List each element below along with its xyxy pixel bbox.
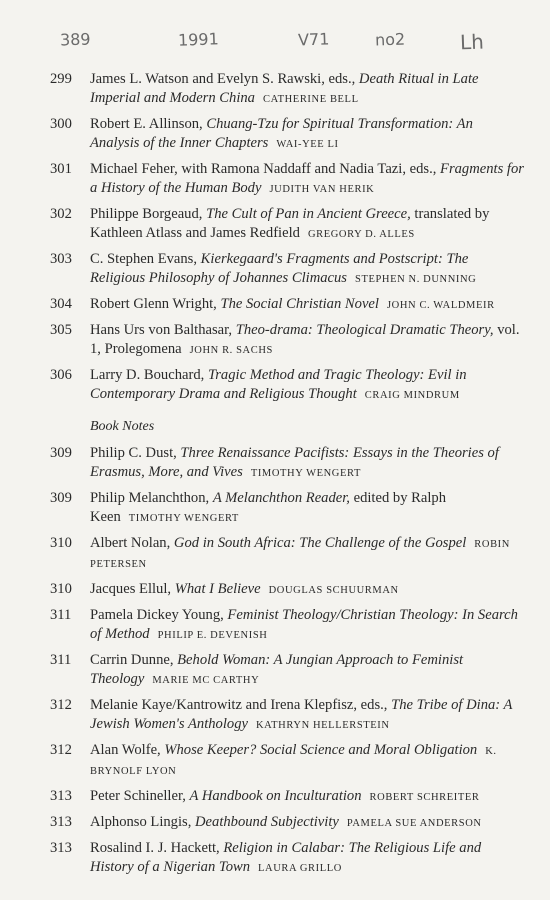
reviewer-name: PHILIP E. DEVENISH	[157, 630, 268, 641]
book-title: Tragic Method and Tragic Theology: Evil in Contemporary Drama and Religious Thought	[90, 367, 467, 402]
reviewer-name: GREGORY D. ALLES	[307, 229, 415, 240]
reviewer-name: PAMELA SUE ANDERSON	[346, 818, 482, 829]
book-title: Death Ritual in Late Imperial and Modern China	[90, 71, 479, 106]
contents-entry	[50, 160, 525, 199]
book-title: The Tribe of Dina: A Jewish Women's Anthology	[90, 697, 513, 732]
handwritten-text: Lh	[459, 29, 485, 55]
page-number: 309	[50, 445, 72, 461]
entry-text: translated by Kathleen Atlass and James Redfield	[90, 206, 490, 241]
reviewer-name: JOHN R. SACHS	[189, 345, 273, 356]
contents-entry	[50, 606, 525, 645]
author-text: Pamela Dickey Young,	[90, 607, 228, 623]
contents-entry	[50, 696, 525, 735]
book-title: Deathbound Subjectivity	[195, 814, 339, 830]
contents-entry	[50, 580, 525, 600]
author-text: Melanie Kaye/Kantrowitz and Irena Klepfisz, eds.,	[90, 697, 392, 713]
contents-entry	[50, 787, 525, 807]
page-number: 301	[50, 161, 72, 177]
reviewer-name: ROBIN PETERSEN	[90, 539, 510, 570]
author-text: Albert Nolan,	[90, 535, 174, 551]
page-number: 313	[50, 788, 72, 804]
contents-entry	[50, 489, 525, 528]
page-number: 311	[50, 652, 72, 668]
book-title: A Handbook on Inculturation	[189, 788, 362, 804]
contents-entry	[50, 295, 525, 315]
page-number: 309	[50, 490, 72, 506]
contents-entry	[50, 741, 525, 781]
contents-entry	[50, 70, 525, 109]
page-number: 300	[50, 116, 72, 132]
contents-entry	[50, 321, 525, 360]
author-text: Hans Urs von Balthasar,	[90, 322, 236, 338]
book-notes-list	[50, 444, 525, 878]
contents-entry	[50, 444, 525, 483]
reviewer-name: TIMOTHY WENGERT	[128, 513, 239, 524]
author-text: Carrin Dunne,	[90, 652, 178, 668]
author-text: Larry D. Bouchard,	[90, 367, 208, 383]
section-heading: Book Notes	[90, 419, 155, 434]
book-title: The Social Christian Novel	[220, 296, 379, 312]
book-title: Fragments for a History of the Human Body	[90, 161, 524, 196]
reviews-list	[50, 70, 525, 405]
reviewer-name: LAURA GRILLO	[258, 863, 342, 874]
page-number: 311	[50, 607, 72, 623]
page-number: 310	[50, 581, 72, 597]
contents-entry	[50, 366, 525, 405]
reviewer-name: WAI-YEE LI	[276, 139, 339, 150]
author-text: C. Stephen Evans,	[90, 251, 201, 267]
reviewer-name: DOUGLAS SCHUURMAN	[268, 585, 399, 596]
entry-text: vol. 1, Prolegomena	[90, 322, 520, 357]
book-title: God in South Africa: The Challenge of the Gospel	[173, 535, 467, 551]
author-text: James L. Watson and Evelyn S. Rawski, eds.,	[90, 71, 359, 87]
handwritten-text: V71	[297, 29, 330, 50]
page-number: 306	[50, 367, 72, 383]
handwritten-text: no2	[374, 29, 406, 50]
page-number: 299	[50, 71, 72, 87]
book-title: Three Renaissance Pacifists: Essays in the Theories of Erasmus, More, and Vives	[90, 445, 499, 480]
author-text: Robert Glenn Wright,	[90, 296, 221, 312]
book-title: What I Believe	[174, 581, 261, 597]
book-title: The Cult of Pan in Ancient Greece,	[206, 206, 411, 222]
page-number: 305	[50, 322, 72, 338]
handwritten-text: 389	[59, 29, 91, 50]
page-number: 312	[50, 697, 72, 713]
book-title: Whose Keeper? Social Science and Moral Obligation	[164, 742, 478, 758]
book-title: Kierkegaard's Fragments and Postscript: The Religious Philosophy of Johannes Climacus	[90, 251, 469, 286]
reviewer-name: CRAIG MINDRUM	[364, 390, 460, 401]
reviewer-name: JOHN C. WALDMEIR	[386, 300, 495, 311]
author-text: Robert E. Allinson,	[90, 116, 207, 132]
author-text: Alphonso Lingis,	[90, 814, 195, 830]
book-title: Theo-drama: Theological Dramatic Theory,	[235, 322, 494, 338]
handwritten-text: 1991	[177, 29, 220, 50]
book-title: Behold Woman: A Jungian Approach to Feminist Theology	[90, 652, 464, 687]
page-number: 310	[50, 535, 72, 551]
contents-entry	[50, 813, 525, 833]
contents-entry	[50, 205, 525, 244]
contents-entry	[50, 651, 525, 690]
author-text: Michael Feher, with Ramona Naddaff and Nadia Tazi, eds.,	[90, 161, 441, 177]
page-number: 312	[50, 742, 72, 758]
reviewer-name: CATHERINE BELL	[262, 94, 359, 105]
contents-list	[50, 70, 525, 884]
contents-entry	[50, 250, 525, 289]
contents-entry	[50, 839, 525, 878]
author-text: Alan Wolfe,	[90, 742, 165, 758]
reviewer-name: JUDITH VAN HERIK	[269, 184, 375, 195]
book-title: Feminist Theology/Christian Theology: In Search of Method	[90, 607, 518, 642]
reviewer-name: TIMOTHY WENGERT	[250, 468, 361, 479]
page-number: 304	[50, 296, 72, 312]
page-number: 302	[50, 206, 72, 222]
handwritten-annotation	[0, 22, 550, 62]
author-text: Jacques Ellul,	[90, 581, 175, 597]
contents-entry	[50, 115, 525, 154]
reviewer-name: STEPHEN N. DUNNING	[355, 274, 477, 285]
reviewer-name: ROBERT SCHREITER	[369, 792, 480, 803]
page-number: 313	[50, 840, 72, 856]
book-title: Religion in Calabar: The Religious Life and History of a Nigerian Town	[90, 840, 482, 875]
author-text: Philip Melanchthon,	[90, 490, 213, 506]
entry-text: edited by Ralph Keen	[90, 490, 447, 525]
book-title: Chuang-Tzu for Spiritual Transformation: An Analysis of the Inner Chapters	[90, 116, 473, 151]
reviewer-name: KATHRYN HELLERSTEIN	[255, 720, 390, 731]
reviewer-name: K. BRYNOLF LYON	[90, 746, 497, 777]
contents-entry	[50, 534, 525, 574]
author-text: Peter Schineller,	[90, 788, 190, 804]
reviewer-name: MARIE MC CARTHY	[152, 675, 260, 686]
author-text: Philippe Borgeaud,	[90, 206, 207, 222]
author-text: Philip C. Dust,	[90, 445, 181, 461]
page-number: 303	[50, 251, 72, 267]
page-number: 313	[50, 814, 72, 830]
book-title: A Melanchthon Reader,	[212, 490, 350, 506]
author-text: Rosalind I. J. Hackett,	[90, 840, 224, 856]
